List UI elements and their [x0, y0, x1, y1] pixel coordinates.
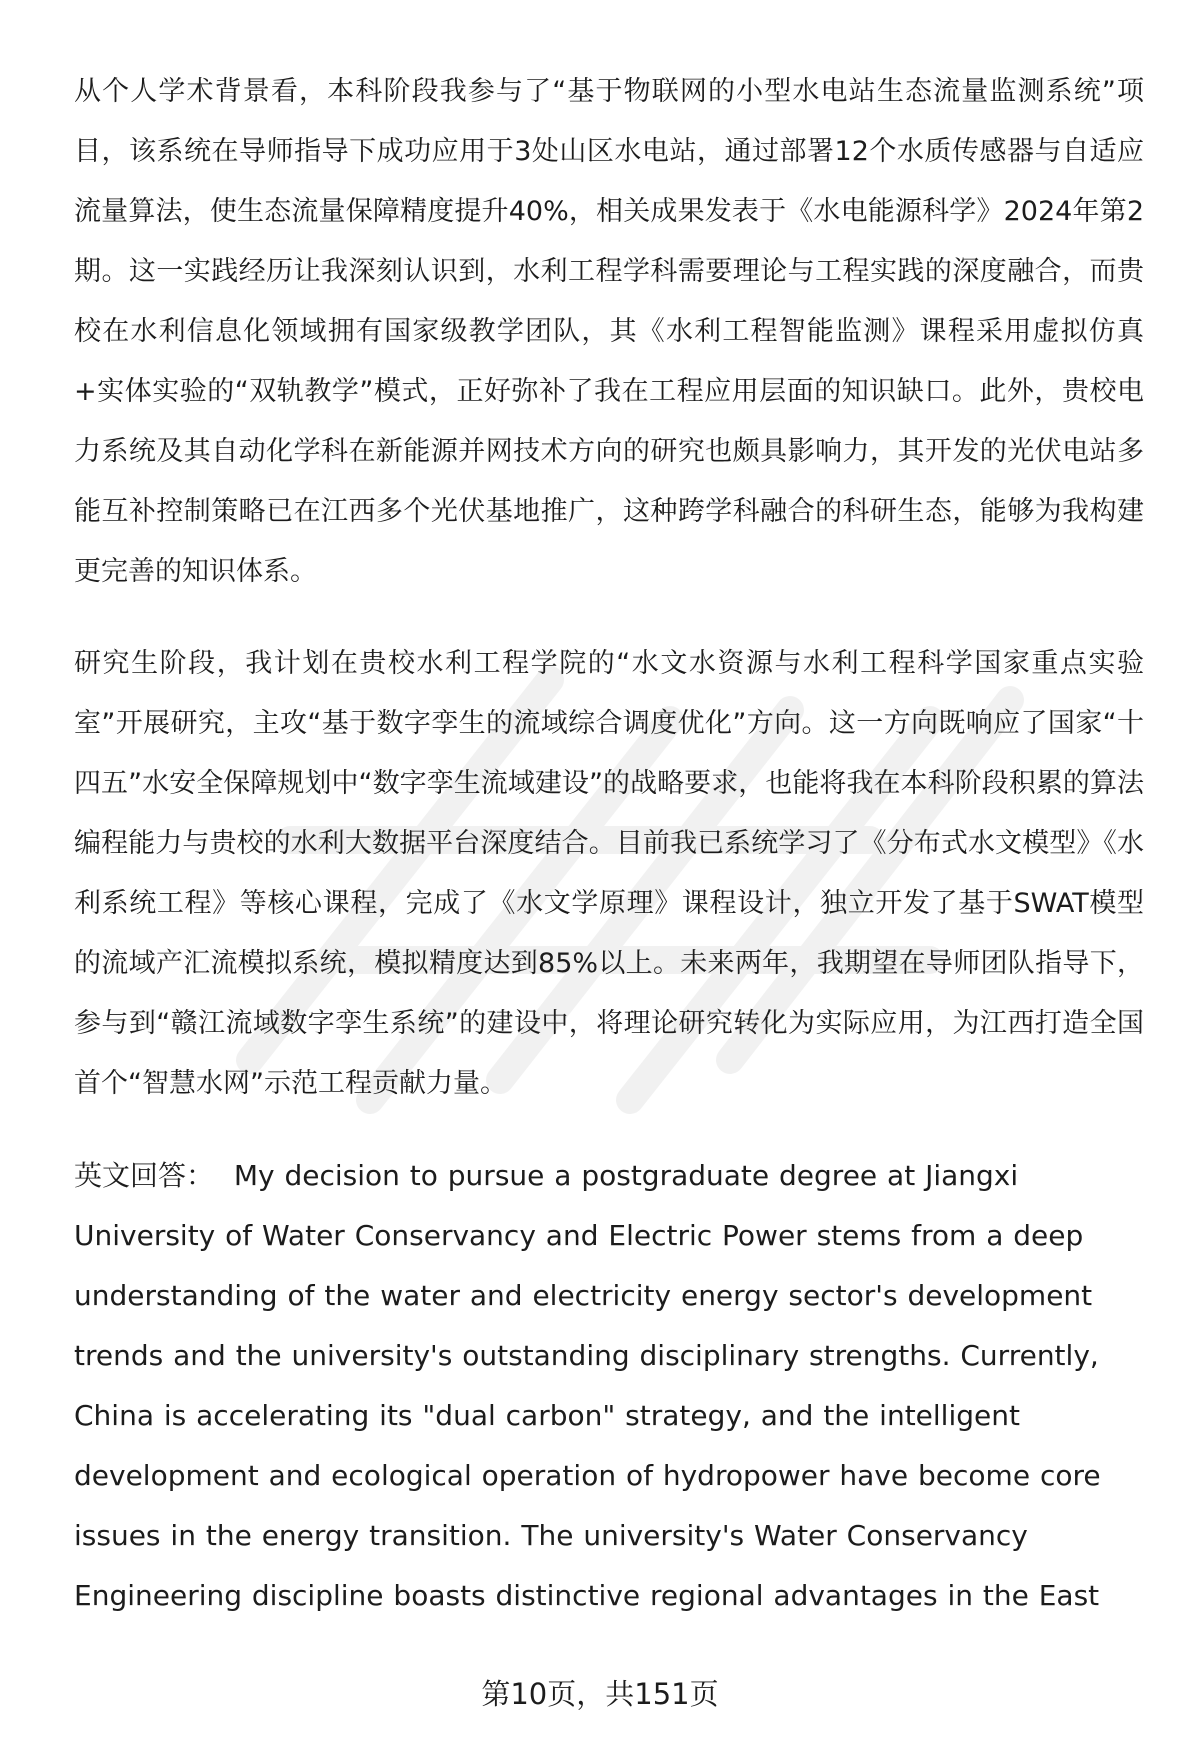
english-answer-label: 英文回答： [74, 1159, 215, 1192]
paragraph-research-plan: 研究生阶段，我计划在贵校水利工程学院的“水文水资源与水利工程科学国家重点实验室”开展研究，主攻“基于数字孪生的流域综合调度优化”方向。这一方向既响应了国家“十四五”水安全保障规划中“数字孪生流域建设”的战略要求，也能将我在本科阶段积累的算法编程能力与贵校的水利大数据平台深度结合。目前我已系统学习了《分布式水文模型》《水利系统工程》等核心课程，完成了《水文学原理》课程设计，独立开发了基于SWAT模型的流域产汇流模拟系统，模拟精度达到85%以上。未来两年，我期望在导师团队指导下，参与到“赣江流域数字孪生系统”的建设中，将理论研究转化为实际应用，为江西打造全国首个“智慧水网”示范工程贡献力量。 [74, 648, 1144, 1099]
english-answer-body: My decision to pursue a postgraduate degree at Jiangxi University of Water Conservancy and Electric Power stems from a deep understanding of the water and electricity energy sector's development trends and the university's outstanding disciplinary strengths. Currently, China is accelerating its "dual carbon" strategy, and the intelligent development and ecological operation of hydropower have become core issues in the energy transition. The university's Water Conservancy Engineering discipline boasts distinctive regional advantages in the East [74, 1159, 1101, 1612]
page-number: 第10页，共151页 [481, 1677, 719, 1711]
paragraph-academic-background: 从个人学术背景看，本科阶段我参与了“基于物联网的小型水电站生态流量监测系统”项目，该系统在导师指导下成功应用于3处山区水电站，通过部署12个水质传感器与自适应流量算法，使生态流量保障精度提升40%，相关成果发表于《水电能源科学》2024年第2期。这一实践经历让我深刻认识到，水利工程学科需要理论与工程实践的深度融合，而贵校在水利信息化领域拥有国家级教学团队，其《水利工程智能监测》课程采用虚拟仿真+实体实验的“双轨教学”模式，正好弥补了我在工程应用层面的知识缺口。此外，贵校电力系统及其自动化学科在新能源并网技术方向的研究也颇具影响力，其开发的光伏电站多能互补控制策略已在江西多个光伏基地推广，这种跨学科融合的科研生态，能够为我构建更完善的知识体系。 [74, 76, 1144, 587]
document-body [74, 62, 1144, 1626]
paragraph-english-answer [74, 1146, 1144, 1626]
